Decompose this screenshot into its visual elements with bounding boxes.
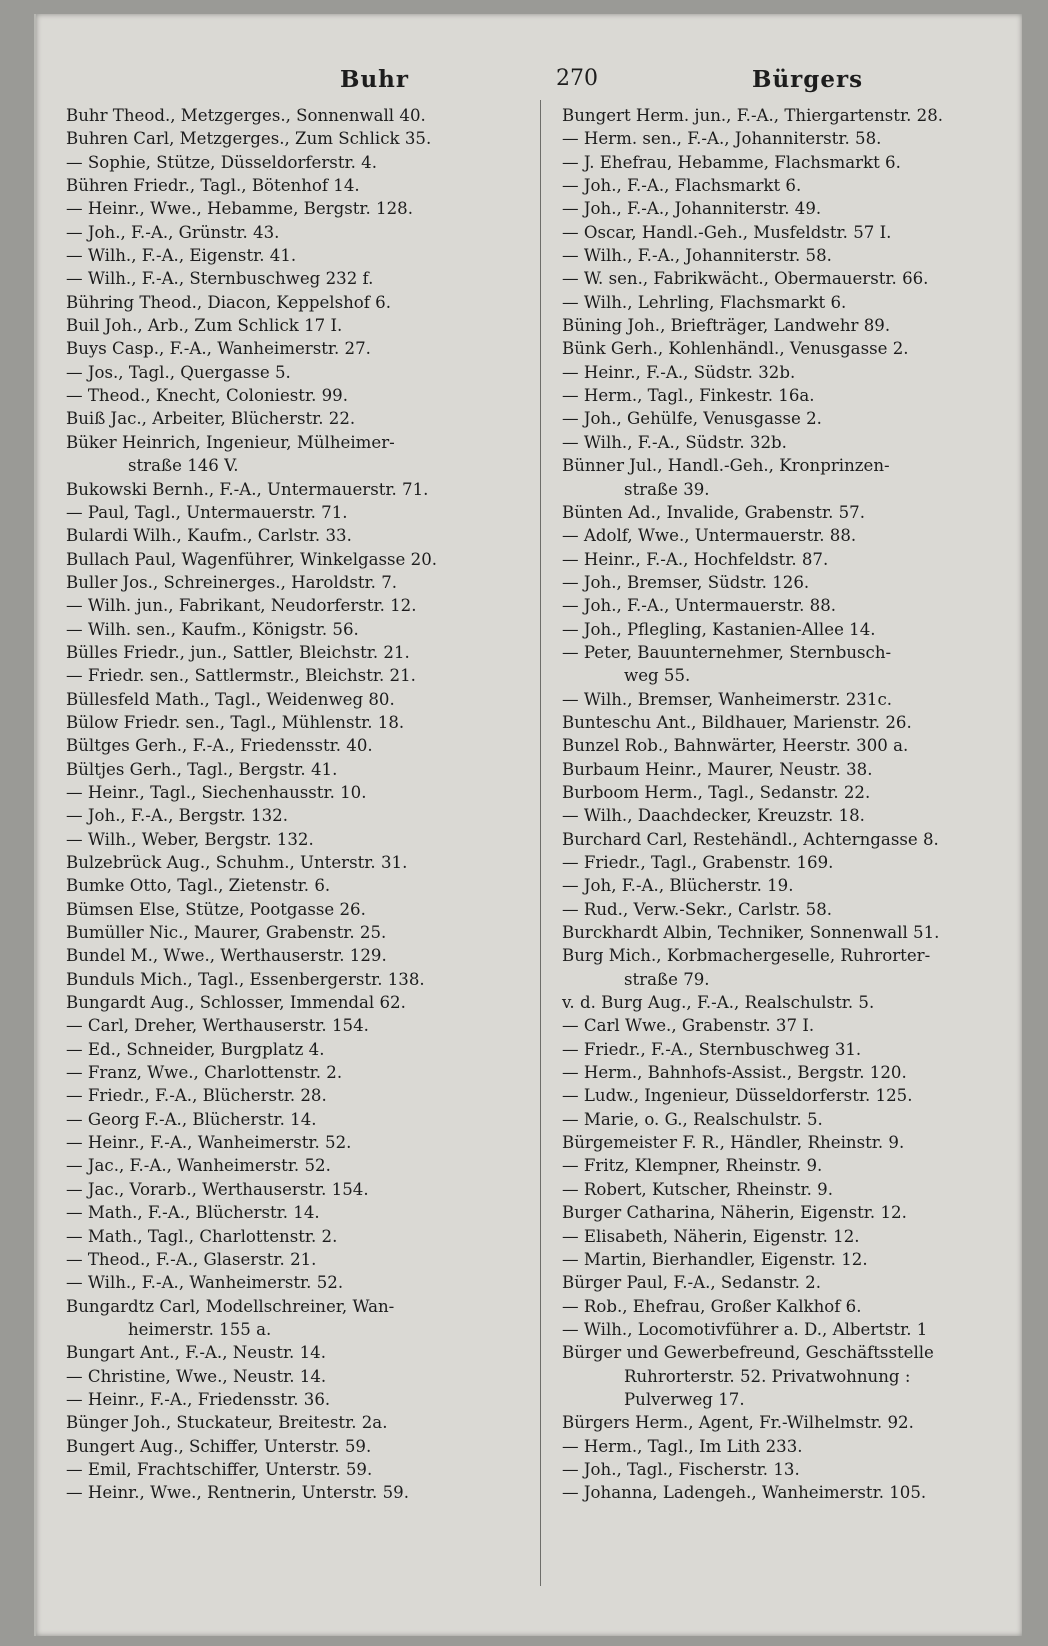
- directory-entry: heimerstr. 155 a.: [128, 1319, 272, 1339]
- directory-entry: — Fritz, Klempner, Rheinstr. 9.: [562, 1156, 823, 1176]
- directory-entry: — Heinr., Wwe., Hebamme, Bergstr. 128.: [66, 199, 413, 219]
- directory-entry: — Wilh., Locomotivführer a. D., Albertstr. 1: [562, 1319, 928, 1339]
- directory-entry: — Joh., F.-A., Untermauerstr. 88.: [562, 596, 837, 616]
- directory-entry: — Georg F.-A., Blücherstr. 14.: [66, 1109, 317, 1129]
- directory-entry: — Rob., Ehefrau, Großer Kalkhof 6.: [562, 1296, 862, 1316]
- directory-entry: — Joh., Bremser, Südstr. 126.: [562, 572, 810, 592]
- directory-entry: Bünk Gerh., Kohlenhändl., Venusgasse 2.: [562, 339, 909, 359]
- directory-entry: Bürger und Gewerbefreund, Geschäftsstelle: [562, 1343, 934, 1363]
- directory-entry: straße 146 V.: [128, 456, 239, 476]
- directory-entry: — Joh., Tagl., Fischerstr. 13.: [562, 1459, 800, 1479]
- directory-entry: Buiß Jac., Arbeiter, Blücherstr. 22.: [66, 409, 356, 429]
- directory-entry: Bungardt Aug., Schlosser, Immendal 62.: [66, 993, 406, 1013]
- directory-entry: Bürger Paul, F.-A., Sedanstr. 2.: [562, 1273, 821, 1293]
- directory-entry: — Wilh., Weber, Bergstr. 132.: [66, 829, 314, 849]
- directory-entry: — Jac., Vorarb., Werthauserstr. 154.: [66, 1179, 369, 1199]
- directory-entry: — Robert, Kutscher, Rheinstr. 9.: [562, 1179, 833, 1199]
- directory-entry: — Sophie, Stütze, Düsseldorferstr. 4.: [66, 152, 377, 172]
- directory-entry: Bürgers Herm., Agent, Fr.-Wilhelmstr. 92.: [562, 1413, 914, 1433]
- directory-entry: — Joh., F.-A., Johanniterstr. 49.: [562, 199, 822, 219]
- directory-entry: Bungardtz Carl, Modellschreiner, Wan-: [66, 1296, 395, 1316]
- directory-entry: — Wilh. sen., Kaufm., Königstr. 56.: [66, 619, 359, 639]
- header-first-entry: Buhr: [340, 66, 410, 93]
- directory-entry: Bühring Theod., Diacon, Keppelshof 6.: [66, 292, 392, 312]
- left-column: [66, 104, 544, 1505]
- directory-entry: Bungert Herm. jun., F.-A., Thiergartenstr. 28.: [562, 106, 944, 125]
- directory-entry: — Joh, F.-A., Blücherstr. 19.: [562, 876, 794, 896]
- directory-entry: — Heinr., F.-A., Südstr. 32b.: [562, 362, 796, 382]
- directory-entry: — Oscar, Handl.-Geh., Musfeldstr. 57 I.: [562, 222, 892, 242]
- directory-entry: — Elisabeth, Näherin, Eigenstr. 12.: [562, 1226, 860, 1246]
- directory-entry: Bünger Joh., Stuckateur, Breitestr. 2a.: [66, 1413, 388, 1433]
- directory-entry: — Marie, o. G., Realschulstr. 5.: [562, 1109, 823, 1129]
- directory-entry: Bumüller Nic., Maurer, Grabenstr. 25.: [66, 923, 387, 943]
- directory-entry: Buhren Carl, Metzgerges., Zum Schlick 35.: [66, 129, 432, 149]
- directory-entry: — Wilh., F.-A., Sternbuschweg 232 f.: [66, 269, 374, 289]
- directory-entry: Büllesfeld Math., Tagl., Weidenweg 80.: [66, 689, 395, 709]
- directory-entry: Buhr Theod., Metzgerges., Sonnenwall 40.: [66, 106, 426, 125]
- directory-entry: Burboom Herm., Tagl., Sedanstr. 22.: [562, 782, 871, 802]
- directory-entry: — Franz, Wwe., Charlottenstr. 2.: [66, 1063, 343, 1083]
- directory-entry: Bungert Aug., Schiffer, Unterstr. 59.: [66, 1436, 372, 1456]
- directory-entry: — Jac., F.-A., Wanheimerstr. 52.: [66, 1156, 331, 1176]
- directory-entry: — Rud., Verw.-Sekr., Carlstr. 58.: [562, 899, 833, 919]
- directory-entry: — Carl, Dreher, Werthauserstr. 154.: [66, 1016, 369, 1036]
- directory-entry: Bullach Paul, Wagenführer, Winkelgasse 20.: [66, 549, 438, 569]
- directory-entry: — Wilh., F.-A., Wanheimerstr. 52.: [66, 1273, 344, 1293]
- page-header: [100, 58, 1000, 98]
- directory-entry: Pulverweg 17.: [624, 1389, 745, 1409]
- directory-entry: Büker Heinrich, Ingenieur, Mülheimer-: [66, 432, 395, 452]
- directory-entry: weg 55.: [624, 666, 691, 686]
- directory-entry: Burg Mich., Korbmachergeselle, Ruhrorter-: [562, 946, 931, 966]
- directory-entry: — Joh., Pflegling, Kastanien-Allee 14.: [562, 619, 876, 639]
- directory-entry: — Theod., Knecht, Coloniestr. 99.: [66, 386, 349, 406]
- directory-entry: — Herm. sen., F.-A., Johanniterstr. 58.: [562, 129, 882, 149]
- directory-entry: Bunduls Mich., Tagl., Essenbergerstr. 138.: [66, 969, 425, 989]
- directory-entry: — Herm., Bahnhofs-Assist., Bergstr. 120.: [562, 1063, 907, 1083]
- directory-entry: Bulardi Wilh., Kaufm., Carlstr. 33.: [66, 526, 352, 546]
- directory-entry: Bürgemeister F. R., Händler, Rheinstr. 9.: [562, 1133, 905, 1153]
- directory-entry: — Wilh., Lehrling, Flachsmarkt 6.: [562, 292, 847, 312]
- directory-entry: — W. sen., Fabrikwächt., Obermauerstr. 66.: [562, 269, 929, 289]
- directory-entry: — J. Ehefrau, Hebamme, Flachsmarkt 6.: [562, 152, 901, 172]
- directory-entry: — Paul, Tagl., Untermauerstr. 71.: [66, 502, 348, 522]
- directory-entry: Buys Casp., F.-A., Wanheimerstr. 27.: [66, 339, 371, 359]
- directory-entry: — Martin, Bierhandler, Eigenstr. 12.: [562, 1249, 868, 1269]
- directory-entry: — Wilh., F.-A., Südstr. 32b.: [562, 432, 787, 452]
- directory-entry: Burger Catharina, Näherin, Eigenstr. 12.: [562, 1203, 907, 1223]
- directory-entry: — Math., Tagl., Charlottenstr. 2.: [66, 1226, 338, 1246]
- directory-entry: Buil Joh., Arb., Zum Schlick 17 I.: [66, 316, 343, 336]
- directory-entry: — Heinr., Tagl., Siechenhausstr. 10.: [66, 782, 367, 802]
- directory-entry: Burbaum Heinr., Maurer, Neustr. 38.: [562, 759, 873, 779]
- directory-entry: Bülow Friedr. sen., Tagl., Mühlenstr. 18.: [66, 712, 405, 732]
- directory-entry: — Ludw., Ingenieur, Düsseldorferstr. 125.: [562, 1086, 913, 1106]
- directory-entry: — Peter, Bauunternehmer, Sternbusch-: [562, 642, 892, 662]
- directory-entry: — Carl Wwe., Grabenstr. 37 I.: [562, 1016, 815, 1036]
- directory-entry: — Joh., F.-A., Bergstr. 132.: [66, 806, 288, 826]
- directory-entry: — Heinr., F.-A., Friedensstr. 36.: [66, 1389, 331, 1409]
- directory-entry: — Joh., Gehülfe, Venusgasse 2.: [562, 409, 822, 429]
- directory-entry: Bülles Friedr., jun., Sattler, Bleichstr. 21.: [66, 642, 410, 662]
- directory-entry: — Heinr., F.-A., Hochfeldstr. 87.: [562, 549, 829, 569]
- directory-entry: v. d. Burg Aug., F.-A., Realschulstr. 5.: [562, 993, 875, 1013]
- directory-entry: Buller Jos., Schreinerges., Haroldstr. 7.: [66, 572, 398, 592]
- directory-entry: Bunzel Rob., Bahnwärter, Heerstr. 300 a.: [562, 736, 909, 756]
- directory-entry: — Friedr., F.-A., Sternbuschweg 31.: [562, 1039, 862, 1059]
- directory-entry: — Wilh., F.-A., Johanniterstr. 58.: [562, 246, 832, 266]
- directory-entry: Bümsen Else, Stütze, Pootgasse 26.: [66, 899, 366, 919]
- directory-entry: — Ed., Schneider, Burgplatz 4.: [66, 1039, 325, 1059]
- directory-entry: straße 79.: [624, 969, 710, 989]
- directory-entry: Büning Joh., Briefträger, Landwehr 89.: [562, 316, 891, 336]
- directory-entry: Bulzebrück Aug., Schuhm., Unterstr. 31.: [66, 853, 408, 872]
- directory-entry: — Joh., F.-A., Grünstr. 43.: [66, 222, 280, 242]
- directory-entry: — Christine, Wwe., Neustr. 14.: [66, 1366, 327, 1386]
- directory-entry: Bünner Jul., Handl.-Geh., Kronprinzen-: [562, 456, 890, 476]
- directory-entry: — Wilh. jun., Fabrikant, Neudorferstr. 12.: [66, 596, 417, 616]
- directory-entry: Bühren Friedr., Tagl., Bötenhof 14.: [66, 176, 360, 196]
- directory-entry: — Jos., Tagl., Quergasse 5.: [66, 362, 291, 382]
- directory-entry: Bültges Gerh., F.-A., Friedensstr. 40.: [66, 736, 373, 756]
- directory-entry: — Friedr., F.-A., Blücherstr. 28.: [66, 1086, 327, 1106]
- directory-entry: — Friedr., Tagl., Grabenstr. 169.: [562, 853, 834, 872]
- directory-entry: — Heinr., Wwe., Rentnerin, Unterstr. 59.: [66, 1483, 409, 1503]
- directory-entry: Burckhardt Albin, Techniker, Sonnenwall 51.: [562, 923, 940, 943]
- directory-entry: — Heinr., F.-A., Wanheimerstr. 52.: [66, 1133, 352, 1153]
- directory-entry: — Wilh., Daachdecker, Kreuzstr. 18.: [562, 806, 865, 826]
- directory-entry: Bumke Otto, Tagl., Zietenstr. 6.: [66, 876, 331, 896]
- directory-entry: — Wilh., Bremser, Wanheimerstr. 231c.: [562, 689, 893, 709]
- page-number: 270: [556, 66, 598, 91]
- directory-entry: — Joh., F.-A., Flachsmarkt 6.: [562, 176, 802, 196]
- directory-entry: — Theod., F.-A., Glaserstr. 21.: [66, 1249, 317, 1269]
- directory-entry: Bundel M., Wwe., Werthauserstr. 129.: [66, 946, 387, 966]
- directory-entry: Bültjes Gerh., Tagl., Bergstr. 41.: [66, 759, 338, 779]
- directory-entry: Bukowski Bernh., F.-A., Untermauerstr. 71.: [66, 479, 429, 499]
- directory-entry: Burchard Carl, Restehändl., Achterngasse 8.: [562, 829, 939, 849]
- directory-entry: Bungart Ant., F.-A., Neustr. 14.: [66, 1343, 326, 1363]
- directory-entry: Ruhrorterstr. 52. Privatwohnung :: [624, 1366, 911, 1386]
- directory-entry: Bünten Ad., Invalide, Grabenstr. 57.: [562, 502, 866, 522]
- directory-entry: — Wilh., F.-A., Eigenstr. 41.: [66, 246, 297, 266]
- right-column: [562, 104, 1018, 1505]
- directory-entry: — Herm., Tagl., Finkestr. 16a.: [562, 386, 815, 406]
- directory-entry: — Johanna, Ladengeh., Wanheimerstr. 105.: [562, 1483, 927, 1503]
- directory-entry: Bunteschu Ant., Bildhauer, Marienstr. 26.: [562, 712, 912, 732]
- directory-entry: — Herm., Tagl., Im Lith 233.: [562, 1436, 803, 1456]
- directory-entry: straße 39.: [624, 479, 710, 499]
- directory-entry: — Math., F.-A., Blücherstr. 14.: [66, 1203, 320, 1223]
- directory-entry: — Adolf, Wwe., Untermauerstr. 88.: [562, 526, 857, 546]
- directory-entry: — Emil, Frachtschiffer, Unterstr. 59.: [66, 1459, 373, 1479]
- header-last-entry: Bürgers: [752, 66, 864, 93]
- directory-entry: — Friedr. sen., Sattlermstr., Bleichstr. 21.: [66, 666, 416, 686]
